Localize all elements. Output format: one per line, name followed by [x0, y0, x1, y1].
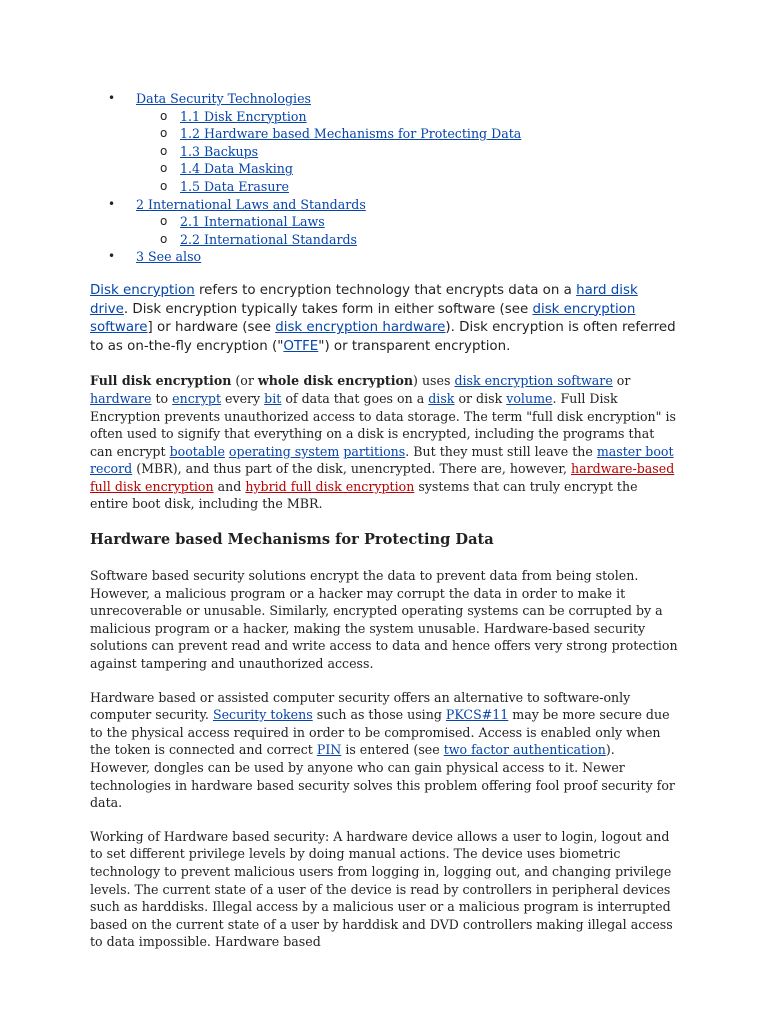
p2-text: such as those using — [312, 707, 446, 723]
toc-link-data-security-technologies[interactable]: Data Security Technologies — [136, 91, 311, 106]
fde-text: ) uses — [413, 373, 455, 389]
toc-link-data-erasure[interactable]: 1.5 Data Erasure — [180, 178, 289, 194]
link-volume[interactable]: volume — [506, 390, 553, 406]
fde-text: (or — [231, 373, 258, 389]
toc-subitem — [136, 108, 678, 126]
fde-text: . But they must still leave the — [405, 443, 597, 459]
link-hardware[interactable]: hardware — [90, 390, 152, 406]
link-disk-encryption[interactable]: Disk encryption — [90, 282, 195, 298]
toc-link-international-standards[interactable]: 2.2 International Standards — [180, 231, 358, 247]
p2-text: ). However, dongles can be used by anyone who can gain physical access to it. Newer technologies in hardware based security solves this problem offering fool proof security for data. — [90, 742, 675, 811]
link-partitions[interactable]: partitions — [343, 443, 406, 459]
toc-subitem — [136, 160, 678, 178]
toc-sublist — [136, 213, 678, 248]
toc-link-see-also[interactable]: 3 See also — [136, 249, 202, 265]
p2-text: may be more secure due to the physical access required in order to be compromised. Access is enabled only when the token is connected and correct — [90, 707, 670, 758]
link-hard-disk-drive[interactable]: hard disk drive — [90, 282, 638, 317]
fde-text: (MBR), and thus part of the disk, unencrypted. There are, however, — [132, 461, 572, 477]
link-bootable[interactable]: bootable — [169, 443, 225, 459]
bold-term: whole disk encryption — [257, 373, 414, 389]
link-encrypt[interactable]: encrypt — [172, 390, 221, 406]
link-disk-encryption-software[interactable]: disk encryption software — [90, 301, 636, 336]
p2-text: Hardware based or assisted computer security offers an alternative to software-only computer security. — [90, 689, 631, 723]
link-hardware-based-fde[interactable]: hardware-based full disk encryption — [90, 461, 675, 494]
intro-text: ") or transparent encryption. — [318, 338, 511, 354]
intro-paragraph — [90, 282, 678, 356]
toc-sublist — [136, 108, 678, 196]
toc-link-data-masking[interactable]: 1.4 Data Masking — [180, 161, 293, 177]
intro-text: ). Disk encryption is often referred to as on-the-fly encryption (" — [90, 320, 676, 354]
toc-item — [90, 196, 678, 249]
toc-subitem — [136, 231, 678, 249]
toc-item — [90, 90, 678, 196]
link-disk[interactable]: disk — [428, 390, 455, 406]
toc-link-international-laws-standards[interactable]: 2 International Laws and Standards — [136, 196, 366, 212]
toc-subitem — [136, 213, 678, 231]
toc-item — [90, 248, 678, 266]
link-bit[interactable]: bit — [264, 390, 282, 406]
section-heading: Hardware based Mechanisms for Protecting Data — [90, 531, 494, 549]
link-master-boot-record[interactable]: master boot record — [90, 443, 674, 477]
intro-text: ] or hardware (see — [147, 320, 276, 336]
toc-link-disk-encryption[interactable]: 1.1 Disk Encryption — [180, 108, 307, 124]
link-disk-encryption-software-2[interactable]: disk encryption software — [454, 373, 613, 389]
link-security-tokens[interactable]: Security tokens — [212, 707, 313, 723]
toc-subitem — [136, 125, 678, 143]
fde-text: or disk — [454, 390, 507, 406]
toc-link-backups[interactable]: 1.3 Backups — [180, 143, 259, 159]
toc-subitem — [136, 143, 678, 161]
link-otfe[interactable]: OTFE — [283, 338, 319, 354]
intro-text: . Disk encryption typically takes form in either software (see — [123, 301, 533, 317]
section-paragraph-2 — [90, 689, 678, 812]
toc-link-international-laws[interactable]: 2.1 International Laws — [180, 214, 325, 230]
link-hybrid-fde[interactable]: hybrid full disk encryption — [245, 478, 415, 494]
link-two-factor-authentication[interactable]: two factor authentication — [443, 742, 606, 758]
bold-term: Full disk encryption — [90, 373, 232, 389]
link-pkcs11[interactable]: PKCS#11 — [445, 707, 509, 723]
toc-subitem — [136, 178, 678, 196]
link-operating-system[interactable]: operating system — [228, 443, 340, 459]
fde-text: and — [213, 478, 246, 494]
link-pin[interactable]: PIN — [316, 742, 342, 758]
fde-text: to — [151, 390, 173, 406]
fde-text: or — [612, 373, 631, 389]
fde-text: of data that goes on a — [281, 390, 429, 406]
table-of-contents — [90, 90, 678, 266]
fde-text: . Full Disk Encryption prevents unauthorized access to data storage. The term "full disk encryption" is often used to signify that everything on a disk is encrypted, including the programs that can encrypt — [90, 390, 676, 459]
article-content — [90, 90, 678, 951]
toc-link-hardware-mechanisms[interactable]: 1.2 Hardware based Mechanisms for Protecting Data — [180, 126, 522, 142]
link-disk-encryption-hardware[interactable]: disk encryption hardware — [275, 320, 446, 336]
section-paragraph-3: Working of Hardware based security: A hardware device allows a user to login, logout and to set different privilege levels by doing manual actions. The device uses biometric technology to prevent malicious users from logging in, logging out, and changing privilege levels. The current state of a user of the device is read by controllers in peripheral devices such as harddisks. Illegal access by a malicious user or a malicious program is interrupted based on the current state of a user by harddisk and DVD controllers making illegal access to data impossible. Hardware based — [90, 828, 673, 950]
p2-text: is entered (see — [341, 742, 444, 758]
fde-text: every — [221, 390, 265, 406]
fde-text: systems that can truly encrypt the entire boot disk, including the MBR. — [90, 478, 638, 512]
section-paragraph-1: Software based security solutions encrypt the data to prevent data from being stolen. However, a malicious program or a hacker may corrupt the data in order to make it unrecoverable or unusable. Similarly, encrypted operating systems can be corrupted by a malicious program or a hacker, making the system unusable. Hardware-based security solutions can prevent read and write access to data and hence offers very strong protection against tampering and unauthorized access. — [90, 568, 678, 672]
full-disk-encryption-paragraph — [90, 372, 678, 513]
intro-text: refers to encryption technology that encrypts data on a — [194, 282, 577, 298]
